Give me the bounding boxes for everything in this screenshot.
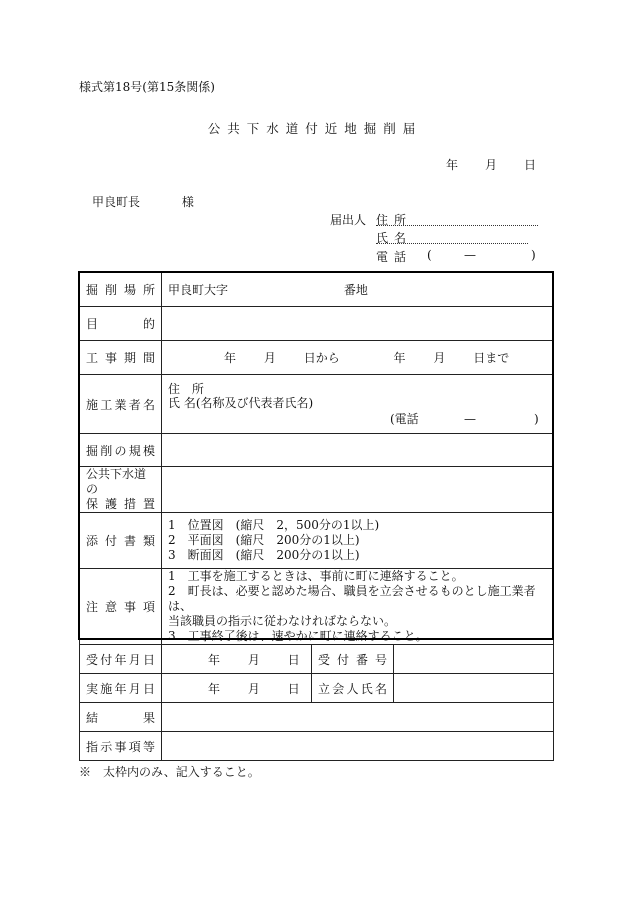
notes-label: 注 意 事 項: [86, 600, 155, 614]
row-instructions: [80, 732, 554, 761]
addressee: [92, 193, 194, 210]
excavation-form-table: [79, 272, 554, 761]
applicant-phone-field[interactable]: 電話 ( — ): [376, 248, 536, 264]
instructions-label: 指 示 事 項 等: [86, 739, 155, 754]
attachments-label: 添 付 書 類: [86, 534, 155, 548]
location-field[interactable]: 甲良町大字 番地: [162, 273, 554, 307]
purpose-label: 目 的: [86, 317, 155, 331]
result-field[interactable]: [162, 703, 554, 732]
row-notes: [80, 569, 554, 645]
note-item: 1 工事を施工するときは、事前に町に連絡すること。: [168, 569, 464, 583]
receipt-number-label: 受 付 番 号: [318, 652, 387, 667]
footnote: ※ 太枠内のみ、記入すること。: [79, 765, 260, 779]
scale-label: 掘 削 の 規 模: [86, 443, 155, 458]
location-label: 掘 削 場 所: [86, 283, 155, 297]
applicant-name-field[interactable]: [376, 229, 528, 244]
row-location: [80, 273, 554, 307]
period-field[interactable]: 年 月 日から 年 月 日まで: [162, 341, 554, 375]
applicant-label: 届出人: [330, 213, 367, 227]
purpose-field[interactable]: [162, 307, 554, 341]
form-number: 様式第18号(第15条関係): [79, 80, 215, 94]
row-result: [80, 703, 554, 732]
note-item: 3 工事終了後は、速やかに町に連絡すること。: [168, 629, 428, 643]
protection-label: 公共下水道の 保 護 措 置: [80, 467, 162, 513]
received-label: 受 付 年 月 日: [86, 652, 155, 667]
notes-list: [162, 569, 554, 645]
applicant-address-label: 住所: [376, 213, 413, 227]
period-label: 工 事 期 間: [86, 351, 155, 365]
attachment-item: 2 平面図 (縮尺 200分の1以上): [168, 533, 360, 547]
witness-label: 立 会 人 氏 名: [318, 681, 387, 696]
submission-date: 年 月 日: [446, 158, 536, 172]
receipt-number-field[interactable]: [394, 645, 554, 674]
note-item: 当該職員の指示に従わなければならない。: [168, 614, 397, 628]
applicant-name-label: 氏名: [376, 231, 413, 245]
implemented-date-field[interactable]: 年 月 日: [162, 674, 312, 703]
addressee-name: 甲良町長: [92, 195, 141, 209]
applicant-phone-label: 電話: [376, 250, 413, 264]
row-attachments: [80, 513, 554, 569]
attachments-list: [162, 513, 554, 569]
note-item: 2 町長は、必要と認めた場合、職員を立会させるものとし施工業者は、: [168, 584, 536, 613]
received-date-field[interactable]: 年 月 日: [162, 645, 312, 674]
row-received: [80, 645, 554, 674]
row-contractor: [80, 375, 554, 434]
attachment-item: 3 断面図 (縮尺 200分の1以上): [168, 548, 360, 562]
row-period: [80, 341, 554, 375]
row-implemented: [80, 674, 554, 703]
row-protection: [80, 467, 554, 513]
instructions-field[interactable]: [162, 732, 554, 761]
result-label: 結 果: [86, 710, 155, 725]
contractor-field[interactable]: 住 所 氏 名(名称及び代表者氏名) (電話 — ): [162, 375, 554, 434]
attachment-item: 1 位置図 (縮尺 2，500分の1以上): [168, 518, 380, 532]
protection-field[interactable]: [162, 467, 554, 513]
page-title: 公共下水道付近地掘削届: [207, 121, 423, 136]
addressee-honorific: 様: [181, 195, 194, 209]
contractor-label: 施 工 業 者 名: [86, 397, 155, 412]
applicant-address-field[interactable]: [376, 211, 538, 226]
row-scale: [80, 434, 554, 467]
implemented-label: 実 施 年 月 日: [86, 681, 155, 696]
scale-field[interactable]: [162, 434, 554, 467]
row-purpose: [80, 307, 554, 341]
witness-field[interactable]: [394, 674, 554, 703]
